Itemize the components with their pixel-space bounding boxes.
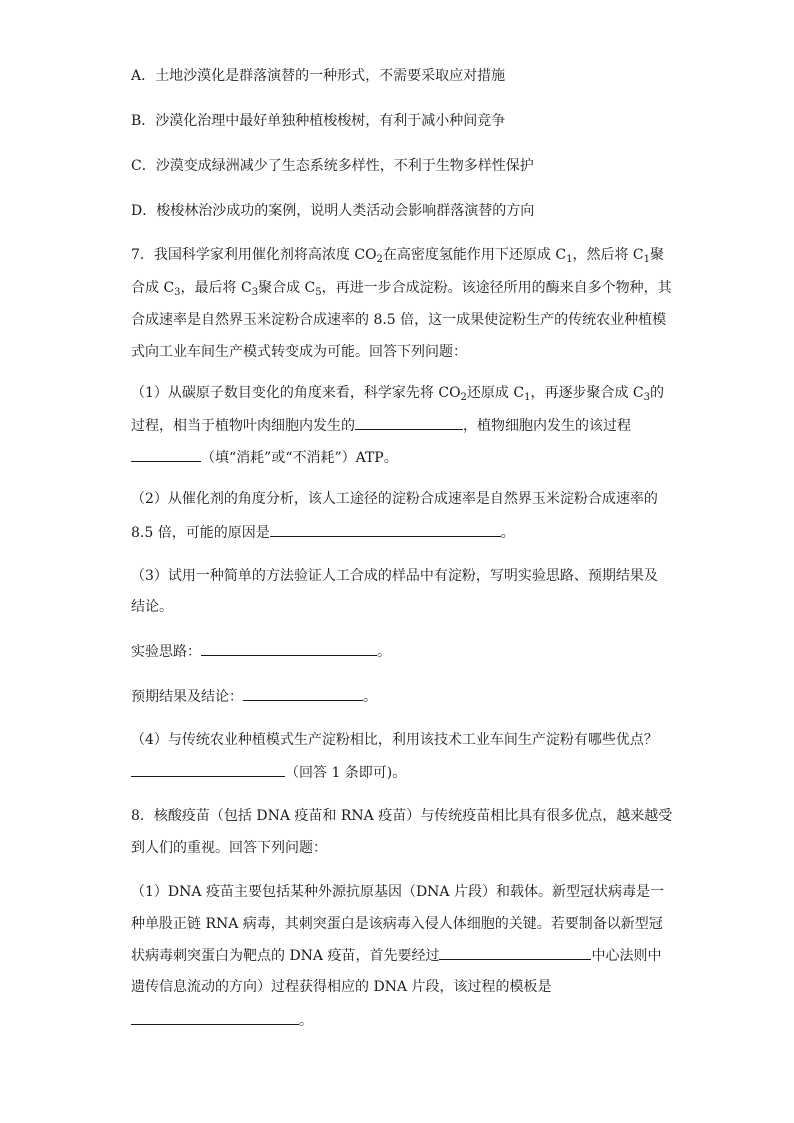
q7-line-4: 式向工业车间生产模式转变成为可能。回答下列问题： — [131, 344, 467, 360]
answer-blank[interactable] — [131, 762, 285, 777]
q8-line-1: 8．核酸疫苗（包括 DNA 疫苗和 RNA 疫苗）与传统疫苗相比具有很多优点，越来越受 — [131, 808, 673, 824]
q8-line-2: 到人们的重视。回答下列问题： — [131, 840, 327, 856]
q8-part1-line-3: 状病毒刺突蛋白为靶点的 DNA 疫苗，首先要经过 中心法则中 — [131, 945, 661, 966]
option-d: D．梭梭林治沙成功的案例，说明人类活动会影响群落演替的方向 — [131, 203, 535, 219]
q7-part1-line-1: （1）从碳原子数目变化的角度来看，科学家先将 $CO_2$还原成 $C_1$，再逐步聚合成 $C_3$的 — [131, 385, 665, 403]
answer-blank[interactable] — [439, 945, 591, 960]
q7-part4-line-1: （4）与传统农业种植模式生产淀粉相比，利用该技术工业车间生产淀粉有哪些优点？ — [131, 732, 658, 748]
q7-part1-line-3: （填“消耗”或“不消耗”）ATP。 — [131, 447, 398, 468]
option-a: A．土地沙漠化是群落演替的一种形式，不需要采取应对措施 — [131, 68, 506, 84]
answer-blank[interactable] — [201, 641, 377, 656]
q8-part1-line-1: （1）DNA 疫苗主要包括某种外源抗原基因（DNA 片段）和载体。新型冠状病毒是一 — [131, 884, 664, 900]
q7-part4-line-2: （回答 1 条即可)。 — [131, 762, 406, 783]
answer-blank[interactable] — [270, 522, 501, 537]
q7-part3-line-1: （3）试用一种简单的方法验证人工合成的样品中有淀粉，写明实验思路、预期结果及 — [131, 568, 658, 584]
q7-part3-line-4: 预期结果及结论： 。 — [131, 686, 377, 707]
q7-part2-line-1: （2）从催化剂的角度分析，该人工途径的淀粉合成速率是自然界玉米淀粉合成速率的 — [131, 491, 658, 507]
q7-part2-line-2: 8.5 倍，可能的原因是 。 — [131, 522, 515, 543]
answer-blank[interactable] — [243, 686, 363, 701]
answer-blank[interactable] — [355, 415, 463, 430]
answer-blank[interactable] — [131, 1010, 299, 1025]
q7-line-2: 合成 $C_3$，最后将 $C_3$聚合成 $C_5$，再进一步合成淀粉。该途径所用的酶来自多个物种，其 — [131, 280, 672, 298]
q7-line-1: 7．我国科学家利用催化剂将高浓度 $CO_2$在高密度氢能作用下还原成 $C_1$，然后将 $C_1$聚 — [131, 247, 665, 265]
q7-part1-line-2: 过程，相当于植物叶肉细胞内发生的 ，植物细胞内发生的该过程 — [131, 415, 631, 436]
q7-part3-line-2: 结论。 — [131, 599, 173, 615]
answer-blank[interactable] — [131, 447, 201, 462]
option-c: C．沙漠变成绿洲减少了生态系统多样性，不利于生物多样性保护 — [131, 158, 534, 174]
q7-part3-line-3: 实验思路： 。 — [131, 641, 391, 662]
q7-line-3: 合成速率是自然界玉米淀粉合成速率的 8.5 倍，这一成果使淀粉生产的传统农业种植模 — [131, 312, 667, 328]
q8-part1-line-4: 遗传信息流动的方向）过程获得相应的 DNA 片段，该过程的模板是 — [131, 979, 552, 995]
q8-part1-line-5: 。 — [131, 1010, 313, 1031]
q8-part1-line-2: 种单股正链 RNA 病毒，其刺突蛋白是该病毒入侵人体细胞的关键。若要制备以新型冠 — [131, 916, 663, 932]
option-b: B．沙漠化治理中最好单独种植梭梭树，有利于减小种间竞争 — [131, 113, 506, 129]
